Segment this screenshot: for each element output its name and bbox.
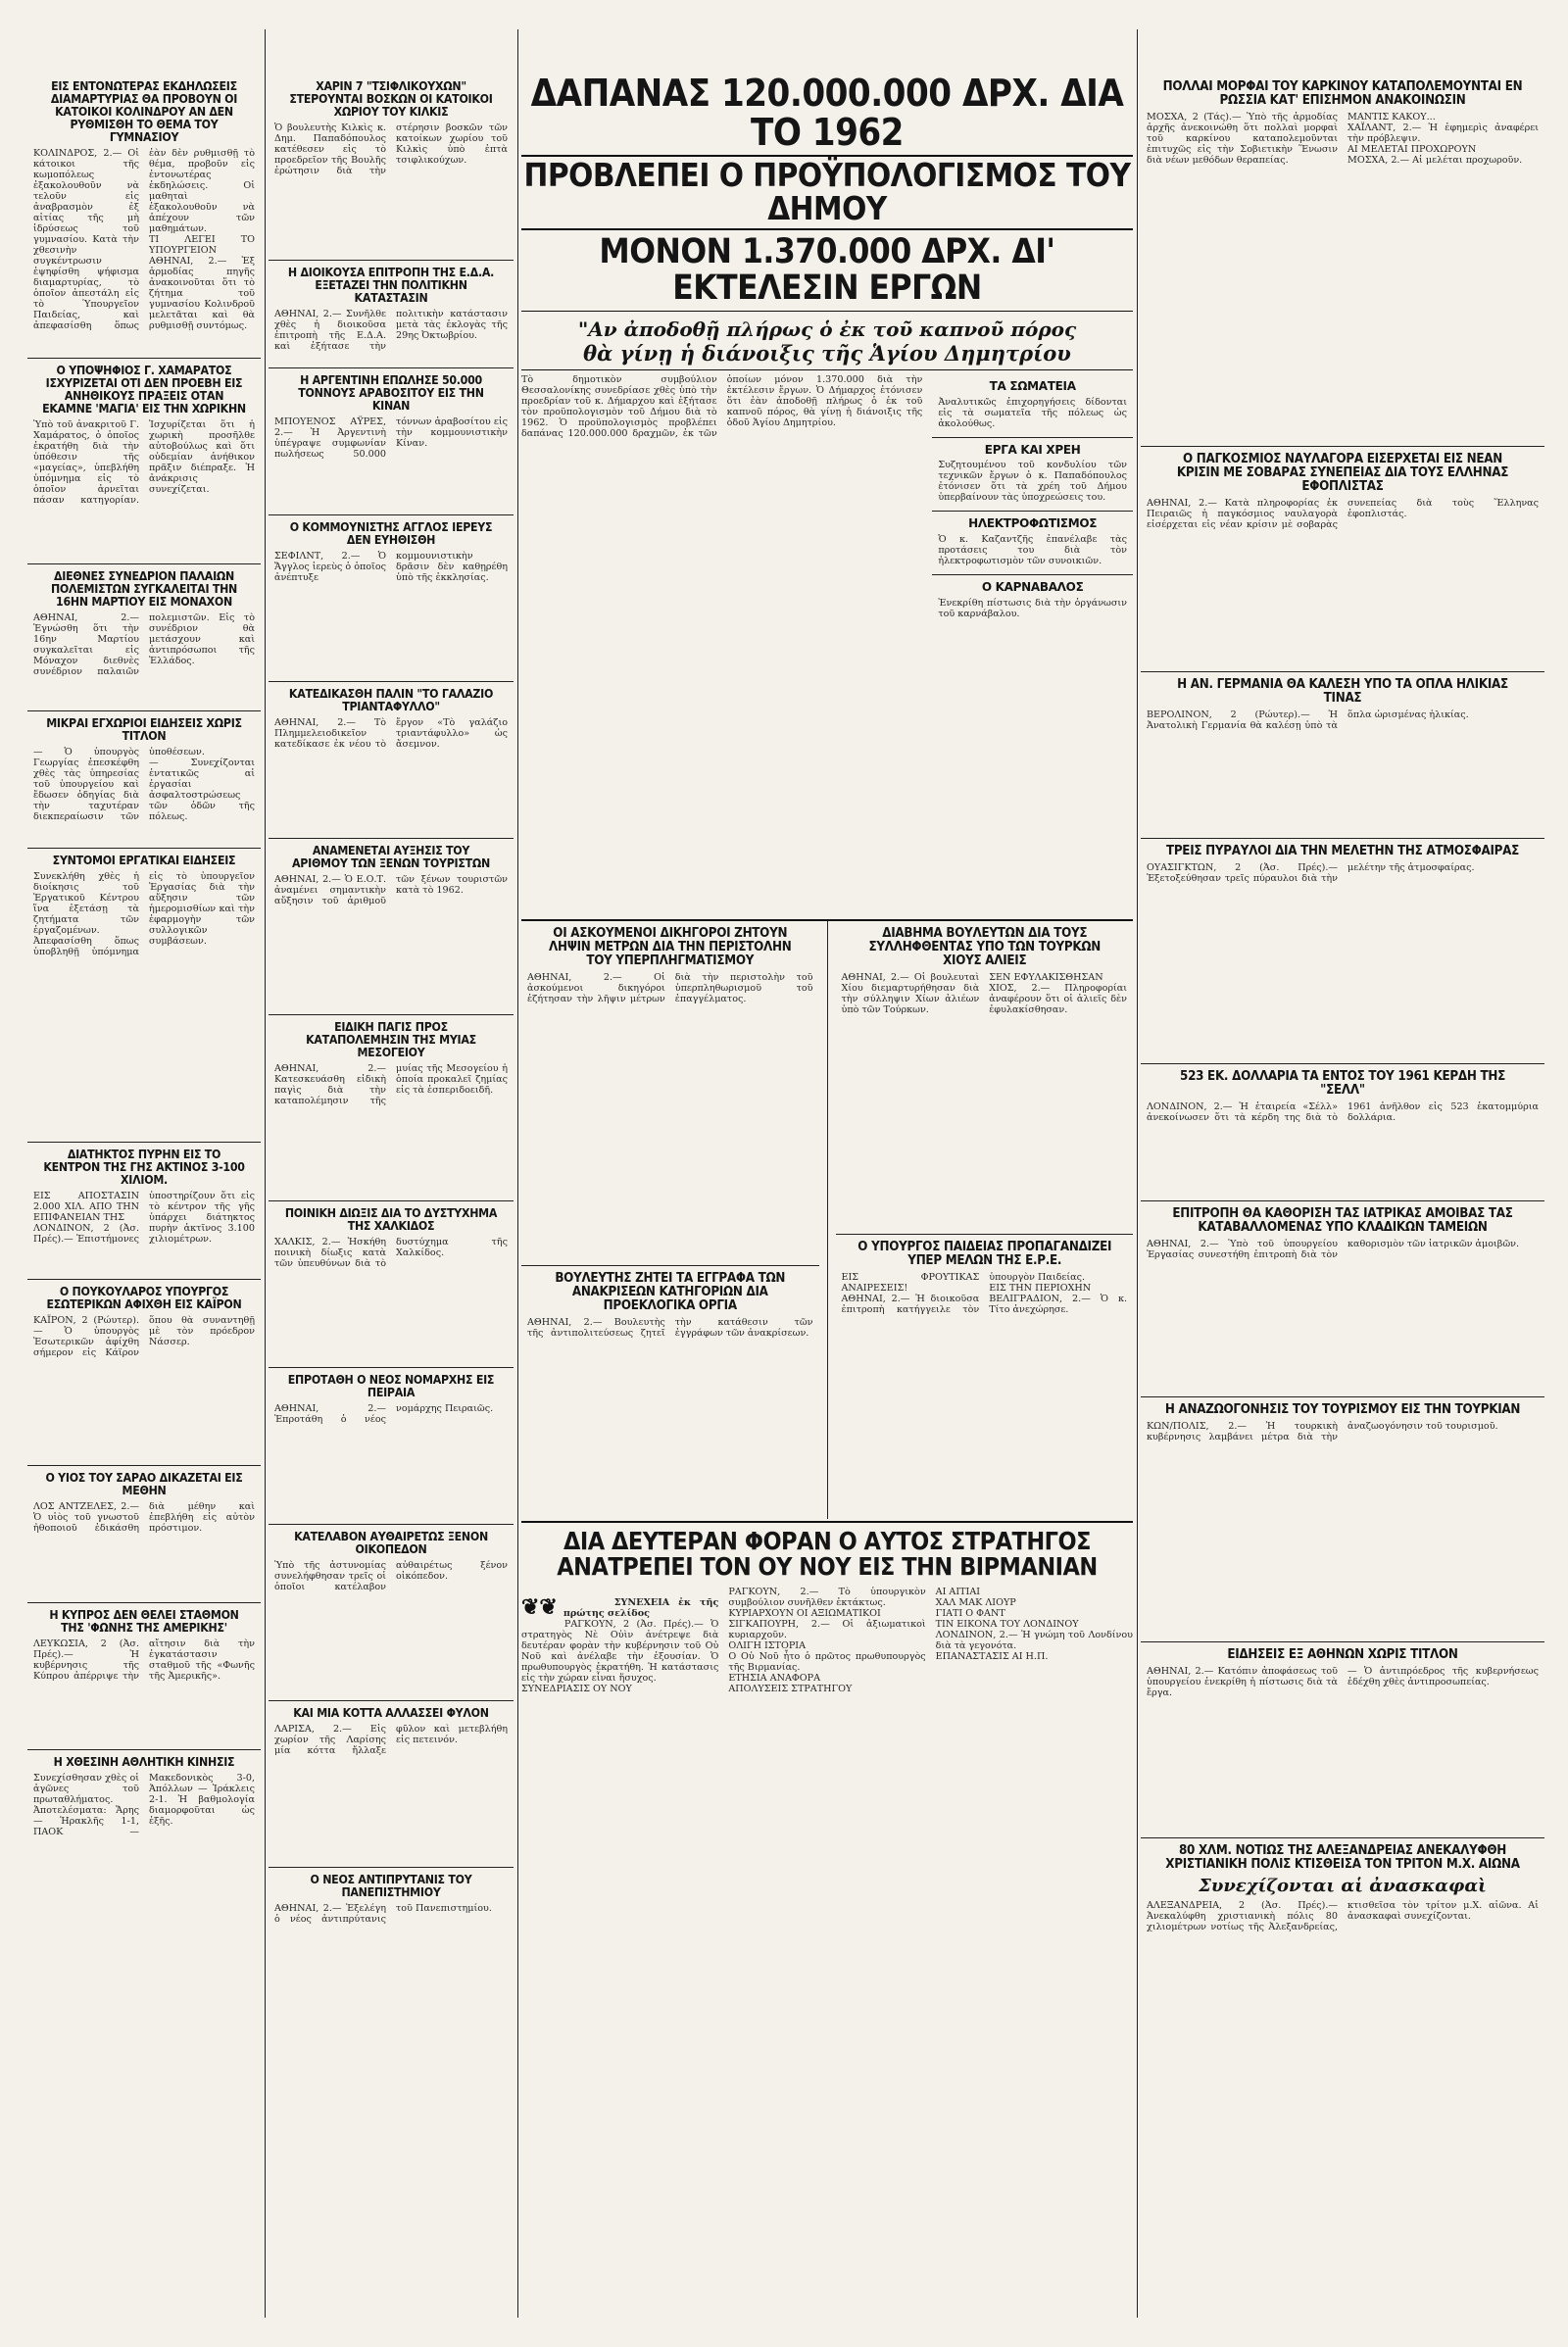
news-story bbox=[1141, 1201, 1544, 1397]
news-story bbox=[269, 1868, 514, 2162]
section-body: Ἀναλυτικῶς ἐπιχορηγήσεις δίδονται εἰς τὰ σωματεῖα τῆς πόλεως ὡς ἀκολούθως. bbox=[938, 396, 1131, 429]
story-headline: ΠΟΛΛΑΙ ΜΟΡΦΑΙ ΤΟΥ ΚΑΡΚΙΝΟΥ ΚΑΤΑΠΟΛΕΜΟΥΝΤΑΙ ΕΝ ΡΩΣΣΙΑ ΚΑΤ' ΕΠΙΣΗΜΟΝ ΑΝΑΚΟΙΝΩΣΙΝ bbox=[1162, 79, 1523, 109]
column-rule bbox=[265, 29, 266, 2318]
news-story bbox=[1141, 74, 1544, 447]
story-body: ΑΘΗΝΑΙ, 2.— Κατὰ πληροφορίας ἐκ Πειραιῶς ἡ παγκόσμιος ναυλαγορὰ εἰσέρχεται εἰς νέαν κρίσιν μὲ σοβαρὰς συνεπείας διὰ τοὺς Ἕλληνας ἐφοπλιστάς. bbox=[1147, 498, 1543, 531]
story-body: ΑΘΗΝΑΙ, 2.— Βουλευτὴς τῆς ἀντιπολιτεύσεως ζητεῖ τὴν κατάθεσιν τῶν ἐγγράφων τῶν ἀνακρίσεων. bbox=[527, 1317, 816, 1340]
news-story bbox=[27, 849, 261, 1143]
news-story bbox=[269, 515, 514, 682]
column-rule bbox=[1137, 29, 1138, 2318]
story-headline: ΕΙΣ ΕΝΤΟΝΩΤΕΡΑΣ ΕΚΔΗΛΩΣΕΙΣ ΔΙΑΜΑΡΤΥΡΙΑΣ ΘΑ ΠΡΟΒΟΥΝ ΟΙ ΚΑΤΟΙΚΟΙ ΚΟΛΙΝΔΡΟΥ ΑΝ ΔΕΝ ΡΥΘΜΙΣΘΗ ΤΟ ΘΕΜΑ ΤΟΥ ΓΥΜΝΑΣΙΟΥ bbox=[50, 79, 238, 144]
section-block bbox=[932, 374, 1133, 438]
story-body: ΜΟΣΧΑ, 2 (Τάς).— Ὑπὸ τῆς ἀρμοδίας ἀρχῆς ἀνεκοινώθη ὅτι πολλαὶ μορφαὶ τοῦ καρκίνου καταπολεμοῦνται ἐπιτυχῶς εἰς τὴν Σοβιετικὴν Ἕνωσιν διὰ νέων μεθόδων θεραπείας. ΜΑΝΤΙΣ ΚΑΚΟΥ... ΧΑΪΛΑΝΤ, 2.— Ἡ ἐφημερὶς ἀναφέρει τὴν πρόβλεψιν. ΑΙ ΜΕΛΕΤΑΙ ΠΡΟΧΩΡΟΥΝ ΜΟΣΧΑ, 2.— Αἱ μελέται προχωροῦν. bbox=[1147, 112, 1539, 167]
story-headline: ΕΠΡΟΤΑΘΗ Ο ΝΕΟΣ ΝΟΜΑΡΧΗΣ ΕΙΣ ΠΕΙΡΑΙΑ bbox=[287, 1373, 495, 1399]
story-body: ΛΑΡΙΣΑ, 2.— Εἰς χωρίον τῆς Λαρίσης μία κόττα ἤλλαξε φῦλον καὶ μετεβλήθη εἰς πετεινόν. bbox=[274, 1723, 512, 1756]
column-1 bbox=[27, 74, 261, 2347]
news-story bbox=[269, 1201, 514, 1368]
story-body: ΚΩΝ/ΠΟΛΙΣ, 2.— Ἡ τουρκικὴ κυβέρνησις λαμβάνει μέτρα διὰ τὴν ἀναζωογόνησιν τοῦ τουρισμοῦ. bbox=[1147, 1421, 1498, 1443]
story-body: ΚΟΛΙΝΔΡΟΣ, 2.— Οἱ κάτοικοι τῆς κωμοπόλεως ἐξακολουθοῦν νὰ τελοῦν εἰς ἀναβρασμὸν ἐξ αἰτίας τῆς μὴ ἱδρύσεως τοῦ γυμνασίου. Κατὰ τὴν χθεσινὴν συγκέντρωσιν ἐψηφίσθη ψήφισμα διαμαρτυρίας, τὸ ὁποῖον ἀπεστάλη εἰς τὸ Ὑπουργεῖον Παιδείας, καὶ ἀπεφασίσθη ὅπως ἐὰν δὲν ρυθμισθῇ τὸ θέμα, προβοῦν εἰς ἐντονωτέρας ἐκδηλώσεις. Οἱ μαθηταὶ ἐξακολουθοῦν νὰ ἀπέχουν τῶν μαθημάτων. ΤΙ ΛΕΓΕΙ ΤΟ ΥΠΟΥΡΓΕΙΟΝ ΑΘΗΝΑΙ, 2.— Ἐξ ἁρμοδίας πηγῆς ἀνακοινοῦται ὅτι τὸ ζήτημα τοῦ γυμνασίου Κολινδροῦ μελετᾶται καὶ θὰ ρυθμισθῇ συντόμως. bbox=[33, 147, 255, 331]
news-story bbox=[269, 1368, 514, 1525]
story-headline: ΧΑΡΙΝ 7 "ΤΣΙΦΛΙΚΟΥΧΩΝ" ΣΤΕΡΟΥΝΤΑΙ ΒΟΣΚΩΝ ΟΙ ΚΑΤΟΙΚΟΙ ΧΩΡΙΟΥ ΤΟΥ ΚΙΛΚΙΣ bbox=[289, 79, 493, 119]
banner-line-3: ΜΟΝΟΝ 1.370.000 ΔΡΧ. ΔΙ' ΕΚΤΕΛΕΣΙΝ ΕΡΓΩΝ bbox=[521, 230, 1133, 312]
section-heading: Ο ΚΑΡΝΑΒΑΛΟΣ bbox=[981, 580, 1084, 595]
story-body bbox=[521, 1587, 1133, 1694]
column-rule bbox=[517, 29, 518, 2318]
story-text: ΡΑΓΚΟΥΝ, 2 (Ἀσ. Πρές).— Ὁ στρατηγὸς Νὲ Οὐὶν ἀνέτρεψε διὰ δευτέραν φορὰν τὴν κυβέρνησιν τοῦ Οὐ Νοῦ καὶ ἀνέλαβε τὴν ἐξουσίαν. Ὁ πρωθυπουργὸς ἐκρατήθη. Ἡ κατάστασις εἰς τὴν χώραν εἶναι ἥσυχος. ΣΥΝΕΔΡΙΑΣΙΣ ΟΥ ΝΟΥ ΡΑΓΚΟΥΝ, 2.— Τὸ ὑπουργικὸν συμβούλιον συνῆλθεν ἐκτάκτως. ΚΥΡΙΑΡΧΟΥΝ ΟΙ ΑΞΙΩΜΑΤΙΚΟΙ ΣΙΓΚΑΠΟΥΡΗ, 2.— Οἱ ἀξιωματικοὶ κυριαρχοῦν. ΟΛΙΓΗ ΙΣΤΟΡΙΑ Ο Οὐ Νοῦ ἦτο ὁ πρῶτος πρωθυπουργὸς τῆς Βιρμανίας. ΕΤΗΣΙΑ ΑΝΑΦΟΡΑ ΑΠΟΛΥΣΕΙΣ ΣΤΡΑΤΗΓΟΥ ΑΙ ΑΙΤΙΑΙ ΧΑΛ ΜΑΚ ΛΙΟΥΡ ΓΙΑΤΙ Ο ΦΑΝΤ ΤΙΝ ΕΙΚΟΝΑ ΤΟΥ ΛΟΝΔΙΝΟΥ ΛΟΝΔΙΝΟΝ, 2.— Ἡ γνώμη τοῦ Λονδίνου διὰ τὰ γεγονότα. ΕΠΑΝΑΣΤΑΣΙΣ ΑΙ Η.Π. bbox=[521, 1586, 1133, 1694]
news-story bbox=[269, 682, 514, 839]
story-body: ΑΘΗΝΑΙ, 2.— Συνῆλθε χθὲς ἡ διοικοῦσα ἐπιτροπὴ τῆς Ε.Δ.Α. καὶ ἐξήτασε τὴν πολιτικὴν κατάστασιν μετὰ τὰς ἐκλογὰς τῆς 29ης Ὀκτωβρίου. bbox=[274, 308, 512, 352]
banner-line-1: ΔΑΠΑΝΑΣ 120.000.000 ΔΡΧ. ΔΙΑ ΤΟ 1962 bbox=[521, 74, 1133, 157]
story-headline: ΚΑΙ ΜΙΑ ΚΟΤΤΑ ΑΛΛΑΣΣΕΙ ΦΥΛΟΝ bbox=[293, 1706, 489, 1720]
story-headline: ΔΙΕΘΝΕΣ ΣΥΝΕΔΡΙΟΝ ΠΑΛΑΙΩΝ ΠΟΛΕΜΙΣΤΩΝ ΣΥΓΚΑΛΕΙΤΑΙ ΤΗΝ 16ΗΝ ΜΑΡΤΙΟΥ ΕΙΣ ΜΟΝΑΧΟΝ bbox=[50, 569, 238, 609]
story-headline: Ο ΝΕΟΣ ΑΝΤΙΠΡΥΤΑΝΙΣ ΤΟΥ ΠΑΝΕΠΙΣΤΗΜΙΟΥ bbox=[310, 1873, 472, 1899]
story-headline: ΤΡΕΙΣ ΠΥΡΑΥΛΟΙ ΔΙΑ ΤΗΝ ΜΕΛΕΤΗΝ ΤΗΣ ΑΤΜΟΣΦΑΙΡΑΣ bbox=[1165, 844, 1520, 858]
ornament-icon: ❦❦ bbox=[521, 1593, 558, 1620]
story-body: Ὑπὸ τοῦ ἀνακριτοῦ Γ. Χαμάρατος, ὁ ὁποῖος ἐκρατήθη διὰ τὴν ὑπόθεσιν τῆς «μαγείας», ὑπεβλήθη ὑπόμνημα εἰς τὸ ὁποῖον ἀρνεῖται πάσαν κατηγορίαν. Ἰσχυρίζεται ὅτι ἡ χωρικὴ προσῆλθε αὐτοβούλως καὶ ὅτι οὐδεμίαν ἀνήθικον πρᾶξιν διέπραξε. Ἡ ἀνάκρισις συνεχίζεται. bbox=[33, 418, 259, 506]
news-story bbox=[27, 74, 261, 359]
news-story bbox=[27, 1750, 261, 2201]
news-story bbox=[27, 711, 261, 849]
column-5 bbox=[1141, 74, 1544, 2347]
news-story bbox=[269, 1525, 514, 1701]
center-middle-band bbox=[521, 919, 1133, 1519]
news-story bbox=[1141, 1397, 1544, 1642]
lead-story-body: Τὸ δημοτικὸν συμβούλιον Θεσσαλονίκης συνεδρίασε χθὲς ὑπὸ τὴν προεδρίαν τοῦ κ. Δήμαρχου καὶ ἐξήτασε τὸν προϋπολογισμὸν τοῦ Δήμου διὰ τὸ 1962. Ὁ προϋπολογισμὸς προβλέπει δαπάνας 120.000.000 δραχμῶν, ἐκ τῶν ὁποίων μόνον 1.370.000 διὰ τὴν ἐκτέλεσιν ἔργων. Ὁ Δήμαρχος ἐτόνισεν ὅτι ἐὰν ἀποδοθῇ πλήρως ὁ ἐκ τοῦ καπνοῦ πόρος, θὰ γίνῃ ἡ διάνοιξις τῆς ὁδοῦ Ἁγίου Δημητρίου. bbox=[521, 373, 926, 439]
story-body: Συνεχίσθησαν χθὲς οἱ ἀγῶνες τοῦ πρωταθλήματος. Ἀποτελέσματα: Ἄρης — Ἡρακλῆς 1-1, ΠΑΟΚ — Μακεδονικὸς 3-0, Ἀπόλλων — Ἰράκλεις 2-1. Ἡ βαθμολογία διαμορφοῦται ὡς ἑξῆς. bbox=[33, 1772, 259, 1837]
story-body: ΑΘΗΝΑΙ, 2.— Ἐπροτάθη ὁ νέος νομάρχης Πειραιῶς. bbox=[274, 1402, 494, 1425]
news-story bbox=[269, 74, 514, 261]
lead-story bbox=[521, 74, 1133, 996]
column-2 bbox=[269, 74, 514, 2347]
story-headline: Ο ΠΑΓΚΟΣΜΙΟΣ ΝΑΥΛΑΓΟΡΑ ΕΙΣΕΡΧΕΤΑΙ ΕΙΣ ΝΕΑΝ ΚΡΙΣΙΝ ΜΕ ΣΟΒΑΡΑΣ ΣΥΝΕΠΕΙΑΣ ΔΙΑ ΤΟΥΣ ΕΛΛΗΝΑΣ ΕΦΟΠΛΙΣΤΑΣ bbox=[1176, 452, 1509, 495]
story-body: ΚΑΪΡΟΝ, 2 (Ρώυτερ).— Ὁ ὑπουργὸς Ἐσωτερικῶν ἀφίχθη σήμερον εἰς Κάϊρον ὅπου θὰ συναντηθῇ μὲ τὸν πρόεδρον Νάσσερ. bbox=[33, 1314, 259, 1358]
story-body: ΑΘΗΝΑΙ, 2.— Οἱ βουλευταὶ Χίου διεμαρτυρήθησαν διὰ τὴν σύλληψιν Χίων ἁλιέων ὑπὸ τῶν Τούρκων. ΣΕΝ ΕΦΥΛΑΚΙΣΘΗΣΑΝ ΧΙΟΣ, 2.— Πληροφορίαι ἀναφέρουν ὅτι οἱ ἁλιεῖς δὲν ἐφυλακίσθησαν. bbox=[841, 972, 1127, 1016]
news-story bbox=[1141, 839, 1544, 1064]
section-block bbox=[932, 438, 1133, 513]
section-heading: ΗΛΕΚΤΡΟΦΩΤΙΣΜΟΣ bbox=[968, 516, 1098, 531]
story-body: — Ὁ ὑπουργὸς Γεωργίας ἐπεσκέφθη χθὲς τὰς ὑπηρεσίας τοῦ ὑπουργείου καὶ ἔδωσεν ὁδηγίας διὰ τὴν ταχυτέραν διεκπεραίωσιν τῶν ὑποθέσεων. — Συνεχίζονται ἐντατικῶς αἱ ἐργασίαι ἀσφαλτοστρώσεως τῶν ὁδῶν τῆς πόλεως. bbox=[33, 746, 255, 822]
story-headline: ΚΑΤΕΛΑΒΟΝ ΑΥΘΑΙΡΕΤΩΣ ΞΕΝΟΝ ΟΙΚΟΠΕΔΟΝ bbox=[294, 1530, 488, 1556]
story-headline: ΕΙΔΙΚΗ ΠΑΓΙΣ ΠΡΟΣ ΚΑΤΑΠΟΛΕΜΗΣΙΝ ΤΗΣ ΜΥΙΑΣ ΜΕΣΟΓΕΙΟΥ bbox=[306, 1020, 476, 1059]
story-subhead: Συνεχίζονται αἱ ἀνασκαφαὶ bbox=[1199, 1876, 1487, 1897]
story-headline: ΠΟΙΝΙΚΗ ΔΙΩΞΙΣ ΔΙΑ ΤΟ ΔΥΣΤΥΧΗΜΑ ΤΗΣ ΧΑΛΚΙΔΟΣ bbox=[284, 1206, 498, 1233]
news-story bbox=[27, 1280, 261, 1466]
story-body: ΑΘΗΝΑΙ, 2.— Ὁ Ε.Ο.Τ. ἀναμένει σημαντικὴν αὔξησιν τοῦ ἀριθμοῦ τῶν ξένων τουριστῶν κατὰ τὸ 1962. bbox=[274, 873, 512, 906]
story-body: ΛΕΥΚΩΣΙΑ, 2 (Ἀσ. Πρές).— Ἡ κυβέρνησις τῆς Κύπρου ἀπέρριψε τὴν αἴτησιν διὰ τὴν ἐγκατάστασιν σταθμοῦ τῆς «Φωνῆς τῆς Ἀμερικῆς». bbox=[33, 1638, 259, 1682]
news-story bbox=[27, 1143, 261, 1280]
story-headline: 80 ΧΛΜ. ΝΟΤΙΩΣ ΤΗΣ ΑΛΕΞΑΝΔΡΕΙΑΣ ΑΝΕΚΑΛΥΦΘΗ ΧΡΙΣΤΙΑΝΙΚΗ ΠΟΛΙΣ ΚΤΙΣΘΕΙΣΑ ΤΟΝ ΤΡΙΤΟΝ Μ.Χ. ΑΙΩΝΑ bbox=[1165, 1843, 1520, 1873]
news-story bbox=[269, 368, 514, 515]
news-story bbox=[1141, 1642, 1544, 1838]
story-headline: ΒΟΥΛΕΥΤΗΣ ΖΗΤΕΙ ΤΑ ΕΓΓΡΑΦΑ ΤΩΝ ΑΝΑΚΡΙΣΕΩΝ ΚΑΤΗΓΟΡΙΩΝ ΔΙΑ ΠΡΟΕΚΛΟΓΙΚΑ ΟΡΓΙΑ bbox=[555, 1271, 786, 1314]
story-body: ΛΟΝΔΙΝΟΝ, 2.— Ἡ ἑταιρεία «Σέλλ» ἀνεκοίνωσεν ὅτι τὰ κέρδη της διὰ τὸ 1961 ἀνῆλθον εἰς 523 ἑκατομμύρια δολλάρια. bbox=[1147, 1101, 1543, 1124]
story-headline: ΑΝΑΜΕΝΕΤΑΙ ΑΥΞΗΣΙΣ ΤΟΥ ΑΡΙΘΜΟΥ ΤΩΝ ΞΕΝΩΝ ΤΟΥΡΙΣΤΩΝ bbox=[292, 844, 490, 870]
story-headline: ΔΙΑΤΗΚΤΟΣ ΠΥΡΗΝ ΕΙΣ ΤΟ ΚΕΝΤΡΟΝ ΤΗΣ ΓΗΣ ΑΚΤΙΝΟΣ 3-100 ΧΙΛΙΟΜ. bbox=[43, 1148, 245, 1187]
story-headline: Ο ΠΟΥΚΟΥΛΑΡΟΣ ΥΠΟΥΡΓΟΣ ΕΣΩΤΕΡΙΚΩΝ ΑΦΙΧΘΗ ΕΙΣ ΚΑΪΡΟΝ bbox=[46, 1285, 242, 1311]
section-block bbox=[932, 575, 1133, 627]
story-headline: ΔΙΑ ΔΕΥΤΕΡΑΝ ΦΟΡΑΝ Ο ΑΥΤΟΣ ΣΤΡΑΤΗΓΟΣ ΑΝΑΤΡΕΠΕΙ ΤΟΝ ΟΥ ΝΟΥ ΕΙΣ ΤΗΝ ΒΙΡΜΑΝΙΑΝ bbox=[557, 1527, 1098, 1582]
story-headline: Η ΔΙΟΙΚΟΥΣΑ ΕΠΙΤΡΟΠΗ ΤΗΣ Ε.Δ.Α. ΕΞΕΤΑΖΕΙ ΤΗΝ ΠΟΛΙΤΙΚΗΝ ΚΑΤΑΣΤΑΣΙΝ bbox=[287, 266, 495, 305]
story-body: ΑΘΗΝΑΙ, 2.— Τὸ Πλημμελειοδικεῖον κατεδίκασε ἐκ νέου τὸ ἔργον «Τὸ γαλάζιο τριαντάφυλλο» ὡς ἄσεμνον. bbox=[274, 716, 512, 750]
banner-subhead-2: θὰ γίνῃ ἡ διάνοιξις τῆς Ἁγίου Δημητρίου bbox=[521, 341, 1133, 370]
story-headline: Ο ΥΠΟΥΡΓΟΣ ΠΑΙΔΕΙΑΣ ΠΡΟΠΑΓΑΝΔΙΖΕΙ ΥΠΕΡ ΜΕΛΩΝ ΤΗΣ Ε.Ρ.Ε. bbox=[857, 1240, 1111, 1269]
news-story bbox=[1141, 447, 1544, 672]
story-body: ΛΟΣ ΑΝΤΖΕΛΕΣ, 2.— Ὁ υἱὸς τοῦ γνωστοῦ ἠθοποιοῦ ἐδικάσθη διὰ μέθην καὶ ἐπεβλήθη εἰς αὐτὸν πρόστιμον. bbox=[33, 1500, 259, 1534]
story-body: ΒΕΡΟΛΙΝΟΝ, 2 (Ρώυτερ).— Ἡ Ἀνατολικὴ Γερμανία θὰ καλέσῃ ὑπὸ τὰ ὅπλα ὡρισμένας ἡλικίας. bbox=[1147, 709, 1469, 732]
center-lower-story bbox=[521, 1521, 1133, 2313]
story-headline: Η ΧΘΕΣΙΝΗ ΑΘΛΗΤΙΚΗ ΚΙΝΗΣΙΣ bbox=[53, 1755, 235, 1769]
story-headline: ΕΠΙΤΡΟΠΗ ΘΑ ΚΑΘΟΡΙΣΗ ΤΑΣ ΙΑΤΡΙΚΑΣ ΑΜΟΙΒΑΣ ΤΑΣ ΚΑΤΑΒΑΛΛΟΜΕΝΑΣ ΥΠΟ ΚΛΑΔΙΚΩΝ ΤΑΜΕΙΩΝ bbox=[1172, 1206, 1513, 1236]
story-headline: Ο ΥΠΟΨΗΦΙΟΣ Γ. ΧΑΜΑΡΑΤΟΣ ΙΣΧΥΡΙΖΕΤΑΙ ΟΤΙ ΔΕΝ ΠΡΟΕΒΗ ΕΙΣ ΑΝΗΘΙΚΟΥΣ ΠΡΑΞΕΙΣ ΟΤΑΝ ΕΚΑΜΝΕ 'ΜΑΓΙΑ' ΕΙΣ ΤΗΝ ΧΩΡΙΚΗΝ bbox=[42, 364, 246, 416]
news-story bbox=[27, 564, 261, 711]
story-headline: ΕΙΔΗΣΕΙΣ ΕΞ ΑΘΗΝΩΝ ΧΩΡΙΣ ΤΙΤΛΟΝ bbox=[1227, 1647, 1458, 1662]
story-body: ΑΘΗΝΑΙ, 2.— Ὑπὸ τοῦ ὑπουργείου Ἐργασίας συνεστήθη ἐπιτροπὴ διὰ τὸν καθορισμὸν τῶν ἰατρικῶν ἀμοιβῶν. bbox=[1147, 1239, 1520, 1261]
section-body: Ἐνεκρίθη πίστωσις διὰ τὴν ὀργάνωσιν τοῦ καρνάβαλου. bbox=[938, 598, 1131, 620]
story-body: ΑΘΗΝΑΙ, 2.— Ἐξελέγη ὁ νέος ἀντιπρύτανις τοῦ Πανεπιστημίου. bbox=[274, 1902, 492, 1925]
story-body: ΕΙΣ ΑΠΟΣΤΑΣΙΝ 2.000 ΧΙΛ. ΑΠΟ ΤΗΝ ΕΠΙΦΑΝΕΙΑΝ ΤΗΣ ΛΟΝΔΙΝΟΝ, 2 (Ἀσ. Πρές).— Ἐπιστήμονες ὑποστηρίζουν ὅτι εἰς τὸ κέντρον τῆς γῆς ὑπάρχει διάτηκτος πυρὴν ἀκτῖνος 3.100 χιλιομέτρων. bbox=[33, 1190, 255, 1245]
story-headline: ΣΥΝΤΟΜΟΙ ΕΡΓΑΤΙΚΑΙ ΕΙΔΗΣΕΙΣ bbox=[52, 854, 236, 867]
continuation-label: ΣΥΝΕΧΕΙΑ ἐκ τῆς πρώτης σελίδος bbox=[563, 1596, 722, 1619]
story-body: Ὁ βουλευτὴς Κιλκὶς κ. Δημ. Παπαδόπουλος κατέθεσεν εἰς τὸ προεδρεῖον τῆς Βουλῆς ἐρώτησιν διὰ τὴν στέρησιν βοσκῶν τῶν κατοίκων χωρίου τοῦ Κιλκὶς ὑπὸ ἑπτὰ τσιφλικούχων. bbox=[274, 122, 512, 176]
story-body: ΑΛΕΞΑΝΔΡΕΙΑ, 2 (Ἀσ. Πρές).— Ἀνεκαλύφθη χριστιανικὴ πόλις 80 χιλιομέτρων νοτίως τῆς Ἀλεξανδρείας, κτισθεῖσα τὸν τρίτον μ.Χ. αἰῶνα. Αἱ ἀνασκαφαὶ συνεχίζονται. bbox=[1147, 1900, 1543, 1933]
story-body: ΧΑΛΚΙΣ, 2.— Ἠσκήθη ποινικὴ δίωξις κατὰ τῶν ὑπευθύνων διὰ τὸ δυστύχημα τῆς Χαλκίδος. bbox=[274, 1236, 512, 1269]
story-headline: Η ΚΥΠΡΟΣ ΔΕΝ ΘΕΛΕΙ ΣΤΑΘΜΟΝ ΤΗΣ 'ΦΩΝΗΣ ΤΗΣ ΑΜΕΡΙΚΗΣ' bbox=[49, 1608, 239, 1635]
story-body: ΑΘΗΝΑΙ, 2.— Κατόπιν ἀποφάσεως τοῦ ὑπουργείου ἐνεκρίθη ἡ πίστωσις διὰ τὰ ἔργα. — Ὁ ἀντιπρόεδρος τῆς κυβερνήσεως ἐδέχθη χθὲς ἀντιπροσωπείας. bbox=[1147, 1666, 1539, 1699]
story-headline: Ο ΥΙΟΣ ΤΟΥ ΣΑΡΑΟ ΔΙΚΑΖΕΤΑΙ ΕΙΣ ΜΕΘΗΝ bbox=[45, 1471, 243, 1497]
story-body: ΣΕΦΙΛΝΤ, 2.— Ὁ Ἄγγλος ἱερεὺς ὁ ὁποῖος ἀνέπτυξε κομμουνιστικὴν δρᾶσιν δὲν καθῃρέθη ὑπὸ τῆς ἐκκλησίας. bbox=[274, 550, 512, 583]
section-heading: ΕΡΓΑ ΚΑΙ ΧΡΕΗ bbox=[984, 442, 1081, 457]
story-headline: ΚΑΤΕΔΙΚΑΣΘΗ ΠΑΛΙΝ "ΤΟ ΓΑΛΑΖΙΟ ΤΡΙΑΝΤΑΦΥΛΛΟ" bbox=[288, 687, 494, 713]
banner-subhead-1: "Αν ἀποδοθῇ πλήρως ὁ ἐκ τοῦ καπνοῦ πόρος bbox=[577, 317, 1077, 341]
banner-line-2: ΠΡΟΒΛΕΠΕΙ Ο ΠΡΟΫΠΟΛΟΓΙΣΜΟΣ ΤΟΥ ΔΗΜΟΥ bbox=[521, 157, 1133, 230]
section-block bbox=[932, 512, 1133, 575]
section-body: Ὁ κ. Καζαντζῆς ἐπανέλαβε τὰς προτάσεις του διὰ τὸν ἠλεκτροφωτισμὸν τῶν συνοικιῶν. bbox=[938, 534, 1131, 567]
news-story bbox=[27, 359, 261, 564]
story-body: ΑΘΗΝΑΙ, 2.— Ἐγνώσθη ὅτι τὴν 16ην Μαρτίου συγκαλεῖται εἰς Μόναχον διεθνὲς συνέδριον παλαιῶν πολεμιστῶν. Εἰς τὸ συνέδριον θὰ μετάσχουν καὶ ἀντιπρόσωποι τῆς Ἑλλάδος. bbox=[33, 611, 259, 677]
news-story bbox=[269, 261, 514, 368]
section-body: Συζητουμένου τοῦ κονδυλίου τῶν τεχνικῶν ἔργων ὁ κ. Παπαδόπουλος ἐτόνισεν ὅτι τὰ χρέη τοῦ Δήμου ὑπερβαίνουν τὰς ὑποχρεώσεις του. bbox=[938, 460, 1131, 504]
story-body: Ὑπὸ τῆς ἀστυνομίας συνελήφθησαν τρεῖς οἱ ὁποῖοι κατέλαβον αὐθαιρέτως ξένον οἰκόπεδον. bbox=[274, 1559, 512, 1592]
story-headline: Ο ΚΟΜΜΟΥΝΙΣΤΗΣ ΑΓΓΛΟΣ ΙΕΡΕΥΣ ΔΕΝ ΕΥΗΘΙΣΘΗ bbox=[289, 520, 493, 547]
lead-story-sidebar bbox=[932, 374, 1133, 996]
story-headline: Η ΑΝΑΖΩΟΓΟΝΗΣΙΣ ΤΟΥ ΤΟΥΡΙΣΜΟΥ ΕΙΣ ΤΗΝ ΤΟΥΡΚΙΑΝ bbox=[1164, 1402, 1521, 1417]
story-body: ΑΘΗΝΑΙ, 2.— Κατεσκευάσθη εἰδικὴ παγὶς διὰ τὴν καταπολέμησιν τῆς μυίας τῆς Μεσογείου ἡ ὁποία προκαλεῖ ζημίας εἰς τὰ ἐσπεριδοειδῆ. bbox=[274, 1062, 512, 1106]
story-headline: ΜΙΚΡΑΙ ΕΓΧΩΡΙΟΙ ΕΙΔΗΣΕΙΣ ΧΩΡΙΣ ΤΙΤΛΟΝ bbox=[46, 716, 242, 743]
story-body: ΕΙΣ ΦΡΟΥΤΙΚΑΣ ΑΝΑΙΡΕΣΕΙΣ! ΑΘΗΝΑΙ, 2.— Ἡ διοικοῦσα ἐπιτροπὴ κατήγγειλε τὸν ὑπουργὸν Παιδείας. ΕΙΣ ΤΗΝ ΠΕΡΙΟΧΗΝ ΒΕΛΙΓΡΑΔΙΟΝ, 2.— Ὁ κ. Τίτο ἀνεχώρησε. bbox=[841, 1272, 1127, 1316]
section-heading: ΤΑ ΣΩΜΑΤΕΙΑ bbox=[989, 378, 1076, 393]
news-story bbox=[269, 1701, 514, 1868]
news-story bbox=[1141, 1064, 1544, 1201]
story-headline: Η ΑΡΓΕΝΤΙΝΗ ΕΠΩΛΗΣΕ 50.000 ΤΟΝΝΟΥΣ ΑΡΑΒΟΣΙΤΟΥ ΕΙΣ ΤΗΝ ΚΙΝΑΝ bbox=[298, 373, 484, 413]
news-story bbox=[1141, 1838, 1544, 2132]
story-body: ΜΠΟΥΕΝΟΣ ΑΫΡΕΣ, 2.— Ἡ Ἀργεντινὴ ὑπέγραψε συμφωνίαν πωλήσεως 50.000 τόννων ἀραβοσίτου εἰς τὴν κομμουνιστικὴν Κίναν. bbox=[274, 416, 512, 460]
news-story bbox=[269, 1015, 514, 1201]
news-story bbox=[269, 839, 514, 1015]
story-headline: ΟΙ ΑΣΚΟΥΜΕΝΟΙ ΔΙΚΗΓΟΡΟΙ ΖΗΤΟΥΝ ΛΗΨΙΝ ΜΕΤΡΩΝ ΔΙΑ ΤΗΝ ΠΕΡΙΣΤΟΛΗΝ ΤΟΥ ΥΠΕΡΠΛΗΓΜΑΤΙΣΜΟΥ bbox=[549, 926, 792, 969]
story-body: ΑΘΗΝΑΙ, 2.— Οἱ ἀσκούμενοι δικηγόροι ἐζήτησαν τὴν λῆψιν μέτρων διὰ τὴν περιστολὴν τοῦ ὑπερπληθωρισμοῦ τοῦ ἐπαγγέλματος. bbox=[527, 972, 816, 1005]
news-story bbox=[1141, 672, 1544, 839]
story-headline: Η ΑΝ. ΓΕΡΜΑΝΙΑ ΘΑ ΚΑΛΕΣΗ ΥΠΟ ΤΑ ΟΠΛΑ ΗΛΙΚΙΑΣ ΤΙΝΑΣ bbox=[1177, 677, 1508, 707]
news-story bbox=[27, 1603, 261, 1750]
story-headline: ΔΙΑΒΗΜΑ ΒΟΥΛΕΥΤΩΝ ΔΙΑ ΤΟΥΣ ΣΥΛΛΗΦΘΕΝΤΑΣ ΥΠΟ ΤΩΝ ΤΟΥΡΚΩΝ ΧΙΟΥΣ ΑΛΙΕΙΣ bbox=[867, 926, 1101, 969]
story-body: ΟΥΑΣΙΓΚΤΩΝ, 2 (Ἀσ. Πρές).— Ἐξετοξεύθησαν τρεῖς πύραυλοι διὰ τὴν μελέτην τῆς ἀτμοσφαίρας. bbox=[1147, 862, 1475, 885]
story-headline: 523 ΕΚ. ΔΟΛΛΑΡΙΑ ΤΑ ΕΝΤΟΣ ΤΟΥ 1961 ΚΕΡΔΗ ΤΗΣ "ΣΕΛΛ" bbox=[1180, 1069, 1505, 1099]
news-story bbox=[27, 1466, 261, 1603]
story-body: Συνεκλήθη χθὲς ἡ διοίκησις τοῦ Ἐργατικοῦ Κέντρου ἵνα ἐξετάσῃ τὰ ζητήματα τῶν ἐργαζομένων. Ἀπεφασίσθη ὅπως ὑποβληθῇ ὑπόμνημα εἰς τὸ ὑπουργεῖον Ἐργασίας διὰ τὴν αὔξησιν τῶν ἡμερομισθίων καὶ τὴν ἐφαρμογὴν τῶν συλλογικῶν συμβάσεων. bbox=[33, 870, 259, 957]
